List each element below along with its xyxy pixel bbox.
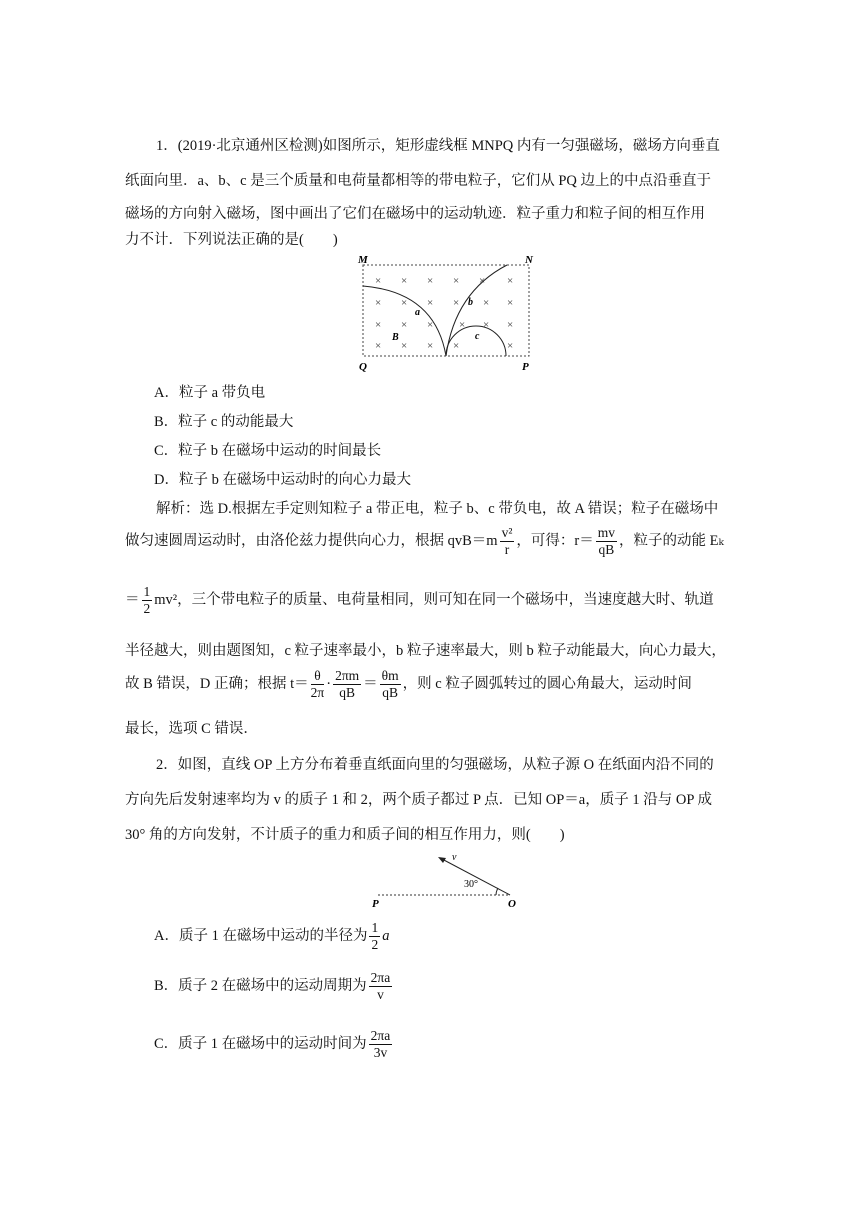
cross: ×	[401, 297, 408, 309]
cross: ×	[375, 319, 382, 331]
q2-line-1: 2．如图，直线 OP 上方分布着垂直纸面向里的匀强磁场，从粒子源 O 在纸面内沿不同的	[156, 757, 714, 773]
label-v: v	[452, 852, 457, 863]
label-c: c	[475, 331, 480, 342]
cross: ×	[483, 297, 490, 309]
cross: ×	[375, 340, 382, 352]
cross: ×	[459, 319, 466, 331]
label-B: B	[392, 332, 399, 343]
q2-line-2: 方向先后发射速率均为 v 的质子 1 和 2，两个质子都过 P 点．已知 OP＝a，质子 1 沿与 OP 成	[125, 792, 712, 808]
cross: ×	[427, 297, 434, 309]
q1-solution-line-2: 做匀速圆周运动时，由洛伦兹力提供向心力，根据 qvB＝m $\frac{\text{v²}}{r}$ ，可得：r＝ $\frac{mv}{qB}$ ，粒子的动能 Eₖ	[125, 525, 724, 557]
fraction: $\frac{2\pi a}{v}$	[370, 970, 391, 1002]
cross: ×	[375, 297, 382, 309]
label-P: P	[522, 361, 529, 373]
q1-magnetic-field-figure	[355, 252, 545, 376]
label-Q: Q	[359, 361, 367, 373]
q1-line-2: 纸面向里．a、b、c 是三个质量和电荷量都相等的带电粒子，它们从 PQ 边上的中点沿垂直于	[125, 173, 712, 189]
label-N: N	[525, 254, 533, 266]
label-P: P	[372, 898, 379, 910]
fraction: $\frac{1}{2}$	[371, 920, 379, 952]
cross: ×	[427, 340, 434, 352]
cross: ×	[507, 275, 514, 287]
angle-arc	[496, 888, 498, 895]
q1-option-a: A．粒子 a 带负电	[154, 385, 266, 401]
fraction: $\frac{\theta m}{qB}$	[381, 668, 399, 700]
cross: ×	[453, 340, 460, 352]
q2-option-a: A．质子 1 在磁场中运动的半径为 $\frac{1}{2}$ a	[154, 920, 390, 952]
q1-option-c: C．粒子 b 在磁场中运动的时间最长	[154, 443, 382, 459]
cross: ×	[479, 275, 486, 287]
q1-solution-line-6: 最长，选项 C 错误．	[125, 721, 258, 737]
q1-option-b: B．粒子 c 的动能最大	[154, 414, 294, 430]
cross: ×	[401, 340, 408, 352]
q1-option-d: D．粒子 b 在磁场中运动时的向心力最大	[154, 472, 411, 488]
cross: ×	[507, 319, 514, 331]
cross: ×	[483, 319, 490, 331]
q1-solution-line-4: 半径越大，则由题图知，c 粒子速率最小，b 粒子速率最大，则 b 粒子动能最大，向心力最大，	[125, 643, 726, 659]
label-M: M	[358, 254, 368, 266]
q2-option-c: C．质子 1 在磁场中的运动时间为 $\frac{2\pi a}{3v}$	[154, 1028, 391, 1060]
fraction: $\frac{2\pi m}{qB}$	[335, 668, 360, 700]
cross: ×	[507, 340, 514, 352]
q1-solution-line-3: ＝ $\frac{1}{2}$ mv²，三个带电粒子的质量、电荷量相同，则可知在同一个磁场中，当速度越大时、轨道	[125, 584, 714, 616]
cross: ×	[427, 275, 434, 287]
fraction: $\frac{2\pi a}{3v}$	[370, 1028, 391, 1060]
cross: ×	[427, 319, 434, 331]
q1-line-1: 1．(2019·北京通州区检测)如图所示，矩形虚线框 MNPQ 内有一匀强磁场，磁场方向垂直	[156, 138, 720, 154]
q2-line-3: 30° 角的方向发射，不计质子的重力和质子间的相互作用力，则( )	[125, 827, 565, 843]
fraction: $\frac{\text{v²}}{r}$	[501, 525, 513, 557]
q2-proton-figure	[360, 845, 530, 910]
cross: ×	[453, 297, 460, 309]
label-b: b	[468, 297, 473, 308]
fraction: $\frac{mv}{qB}$	[597, 525, 615, 557]
q2-option-b: B．质子 2 在磁场中的运动周期为 $\frac{2\pi a}{v}$	[154, 970, 391, 1002]
fraction: $\frac{1}{2}$	[143, 584, 151, 616]
q1-solution-line-5: 故 B 错误，D 正确；根据 t＝ $\frac{\theta}{2\pi}$ · $\frac{2\pi m}{qB}$ ＝ $\frac{\theta m}{qB}$ ，则 c 粒子圆弧转过的圆心角最大，运动时间	[125, 668, 692, 700]
q1-line-3: 磁场的方向射入磁场，图中画出了它们在磁场中的运动轨迹．粒子重力和粒子间的相互作用	[125, 206, 705, 222]
cross: ×	[375, 275, 382, 287]
label-O: O	[508, 898, 516, 910]
cross: ×	[453, 275, 460, 287]
cross: ×	[401, 319, 408, 331]
arrow-head	[438, 857, 446, 863]
cross: ×	[507, 297, 514, 309]
q1-line-4: 力不计．下列说法正确的是( )	[125, 232, 338, 248]
q1-solution-line-1: 解析：选 D.根据左手定则知粒子 a 带正电，粒子 b、c 带负电，故 A 错误；粒子在磁场中	[156, 501, 719, 517]
label-angle: 30°	[464, 879, 478, 890]
label-a: a	[415, 307, 420, 318]
fraction: $\frac{\theta}{2\pi}$	[310, 668, 325, 700]
cross: ×	[401, 275, 408, 287]
